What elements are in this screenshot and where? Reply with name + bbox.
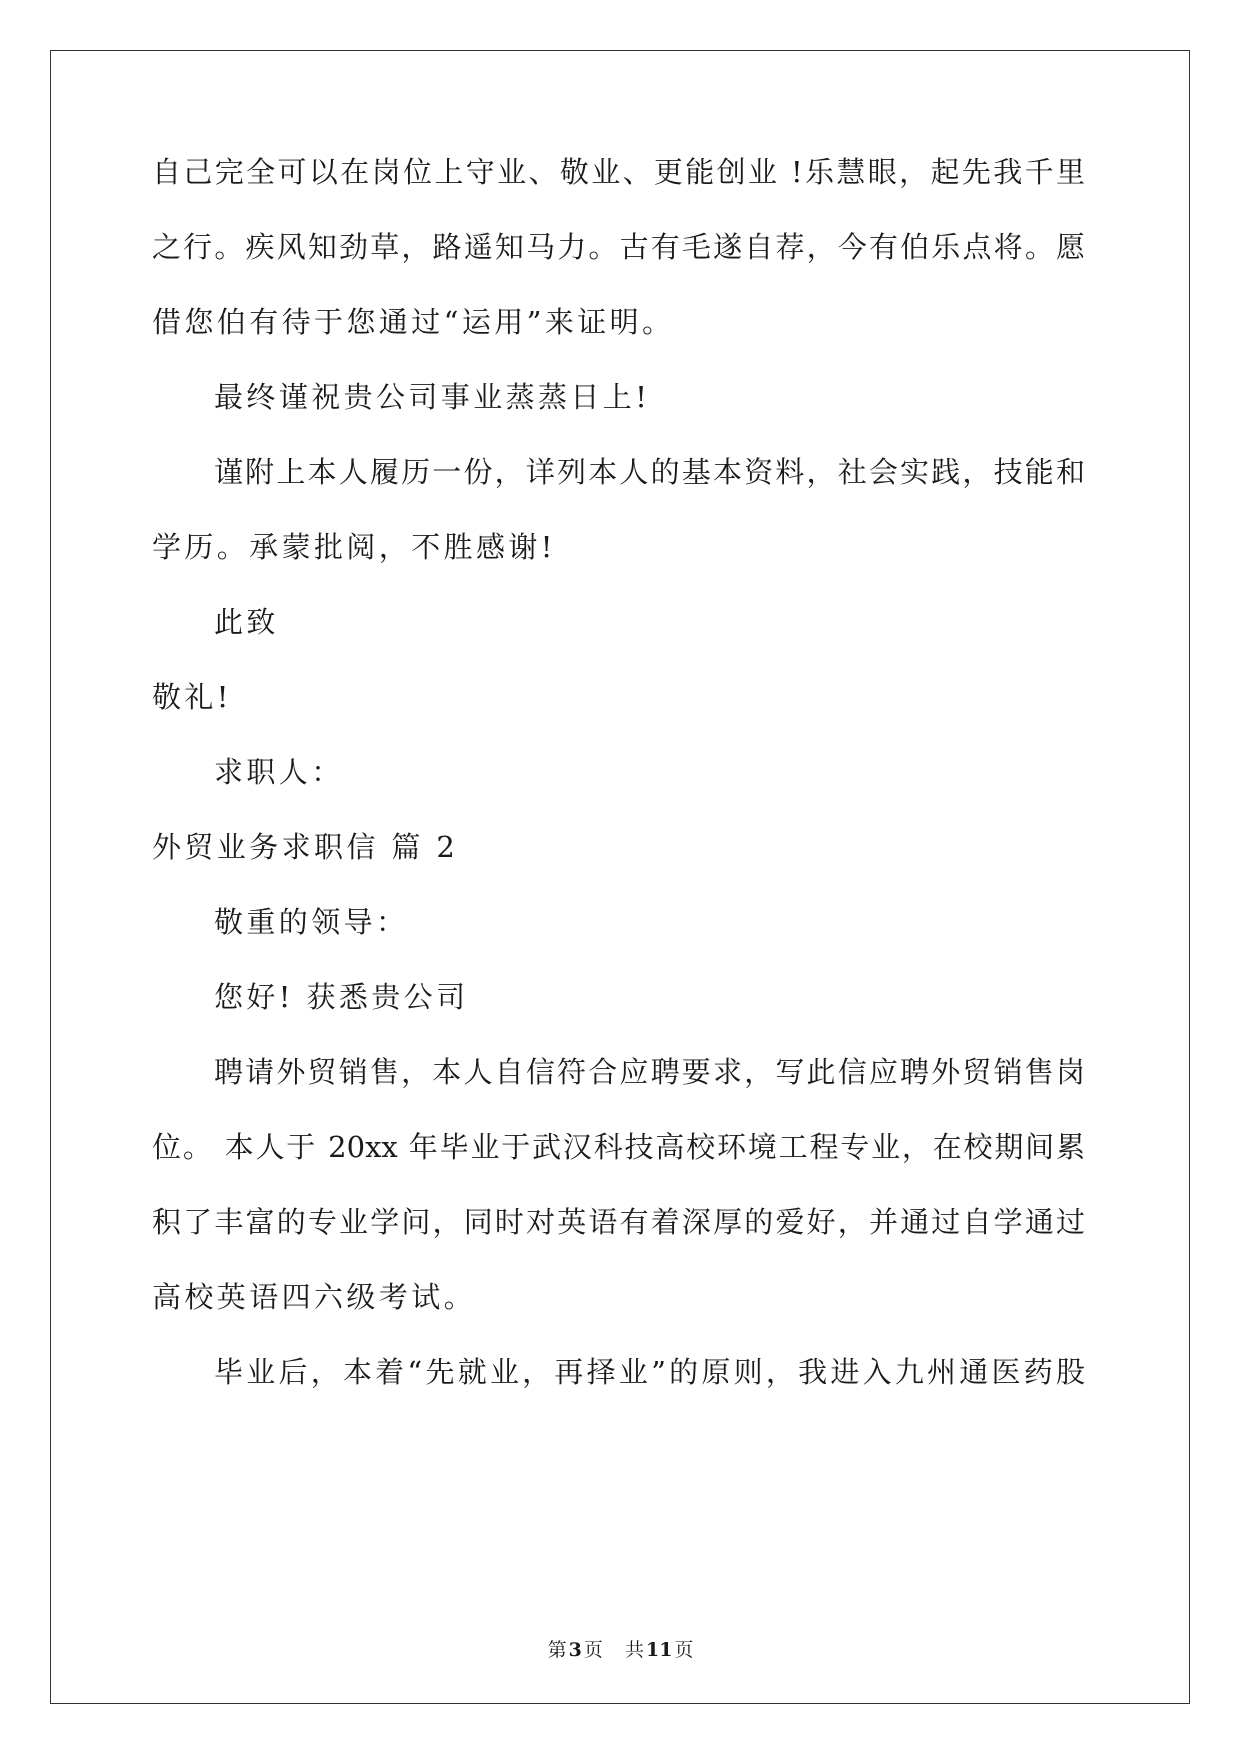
body-line-17: 毕业后，本着“先就业，再择业”的原则，我进入九州通医药股 bbox=[214, 1355, 1085, 1389]
footer-total-pages: 11 bbox=[645, 1639, 673, 1661]
footer-total-prefix: 共 bbox=[624, 1639, 644, 1661]
body-line-2: 之行。疾风知劲草，路遥知马力。古有毛遂自荐，今有伯乐点将。愿 bbox=[152, 230, 1085, 264]
body-line-3: 借您伯有待于您通过“运用”来证明。 bbox=[152, 305, 675, 339]
body-line-12: 您好! 获悉贵公司 bbox=[214, 980, 469, 1014]
body-line-16: 高校英语四六级考试。 bbox=[152, 1280, 477, 1314]
footer-page-prefix: 第 bbox=[547, 1639, 567, 1661]
body-line-14: 位。 本人于 20xx 年毕业于武汉科技高校环境工程专业，在校期间累 bbox=[152, 1130, 1085, 1164]
body-line-6: 学历。承蒙批阅，不胜感谢! bbox=[152, 530, 556, 564]
applicant-label: 求职人： bbox=[214, 755, 344, 789]
body-line-5: 谨附上本人履历一份，详列本人的基本资料，社会实践，技能和 bbox=[214, 455, 1085, 489]
body-line-13: 聘请外贸销售，本人自信符合应聘要求，写此信应聘外贸销售岗 bbox=[214, 1055, 1085, 1089]
page-footer bbox=[0, 1638, 1241, 1662]
body-line-1: 自己完全可以在岗位上守业、敬业、更能创业 !乐慧眼，起先我千里 bbox=[152, 155, 1085, 189]
body-line-4: 最终谨祝贵公司事业蒸蒸日上! bbox=[214, 380, 651, 414]
greeting-line: 敬重的领导： bbox=[214, 905, 409, 939]
closing-regards: 敬礼! bbox=[152, 680, 232, 714]
footer-current-page: 3 bbox=[568, 1639, 582, 1661]
footer-total-unit: 页 bbox=[674, 1639, 694, 1661]
closing-salutation: 此致 bbox=[214, 605, 279, 639]
section-heading: 外贸业务求职信 篇 2 bbox=[152, 830, 459, 864]
body-line-15: 积了丰富的专业学问，同时对英语有着深厚的爱好，并通过自学通过 bbox=[152, 1205, 1085, 1239]
footer-page-unit: 页 bbox=[583, 1639, 603, 1661]
page-border bbox=[50, 50, 1190, 1704]
